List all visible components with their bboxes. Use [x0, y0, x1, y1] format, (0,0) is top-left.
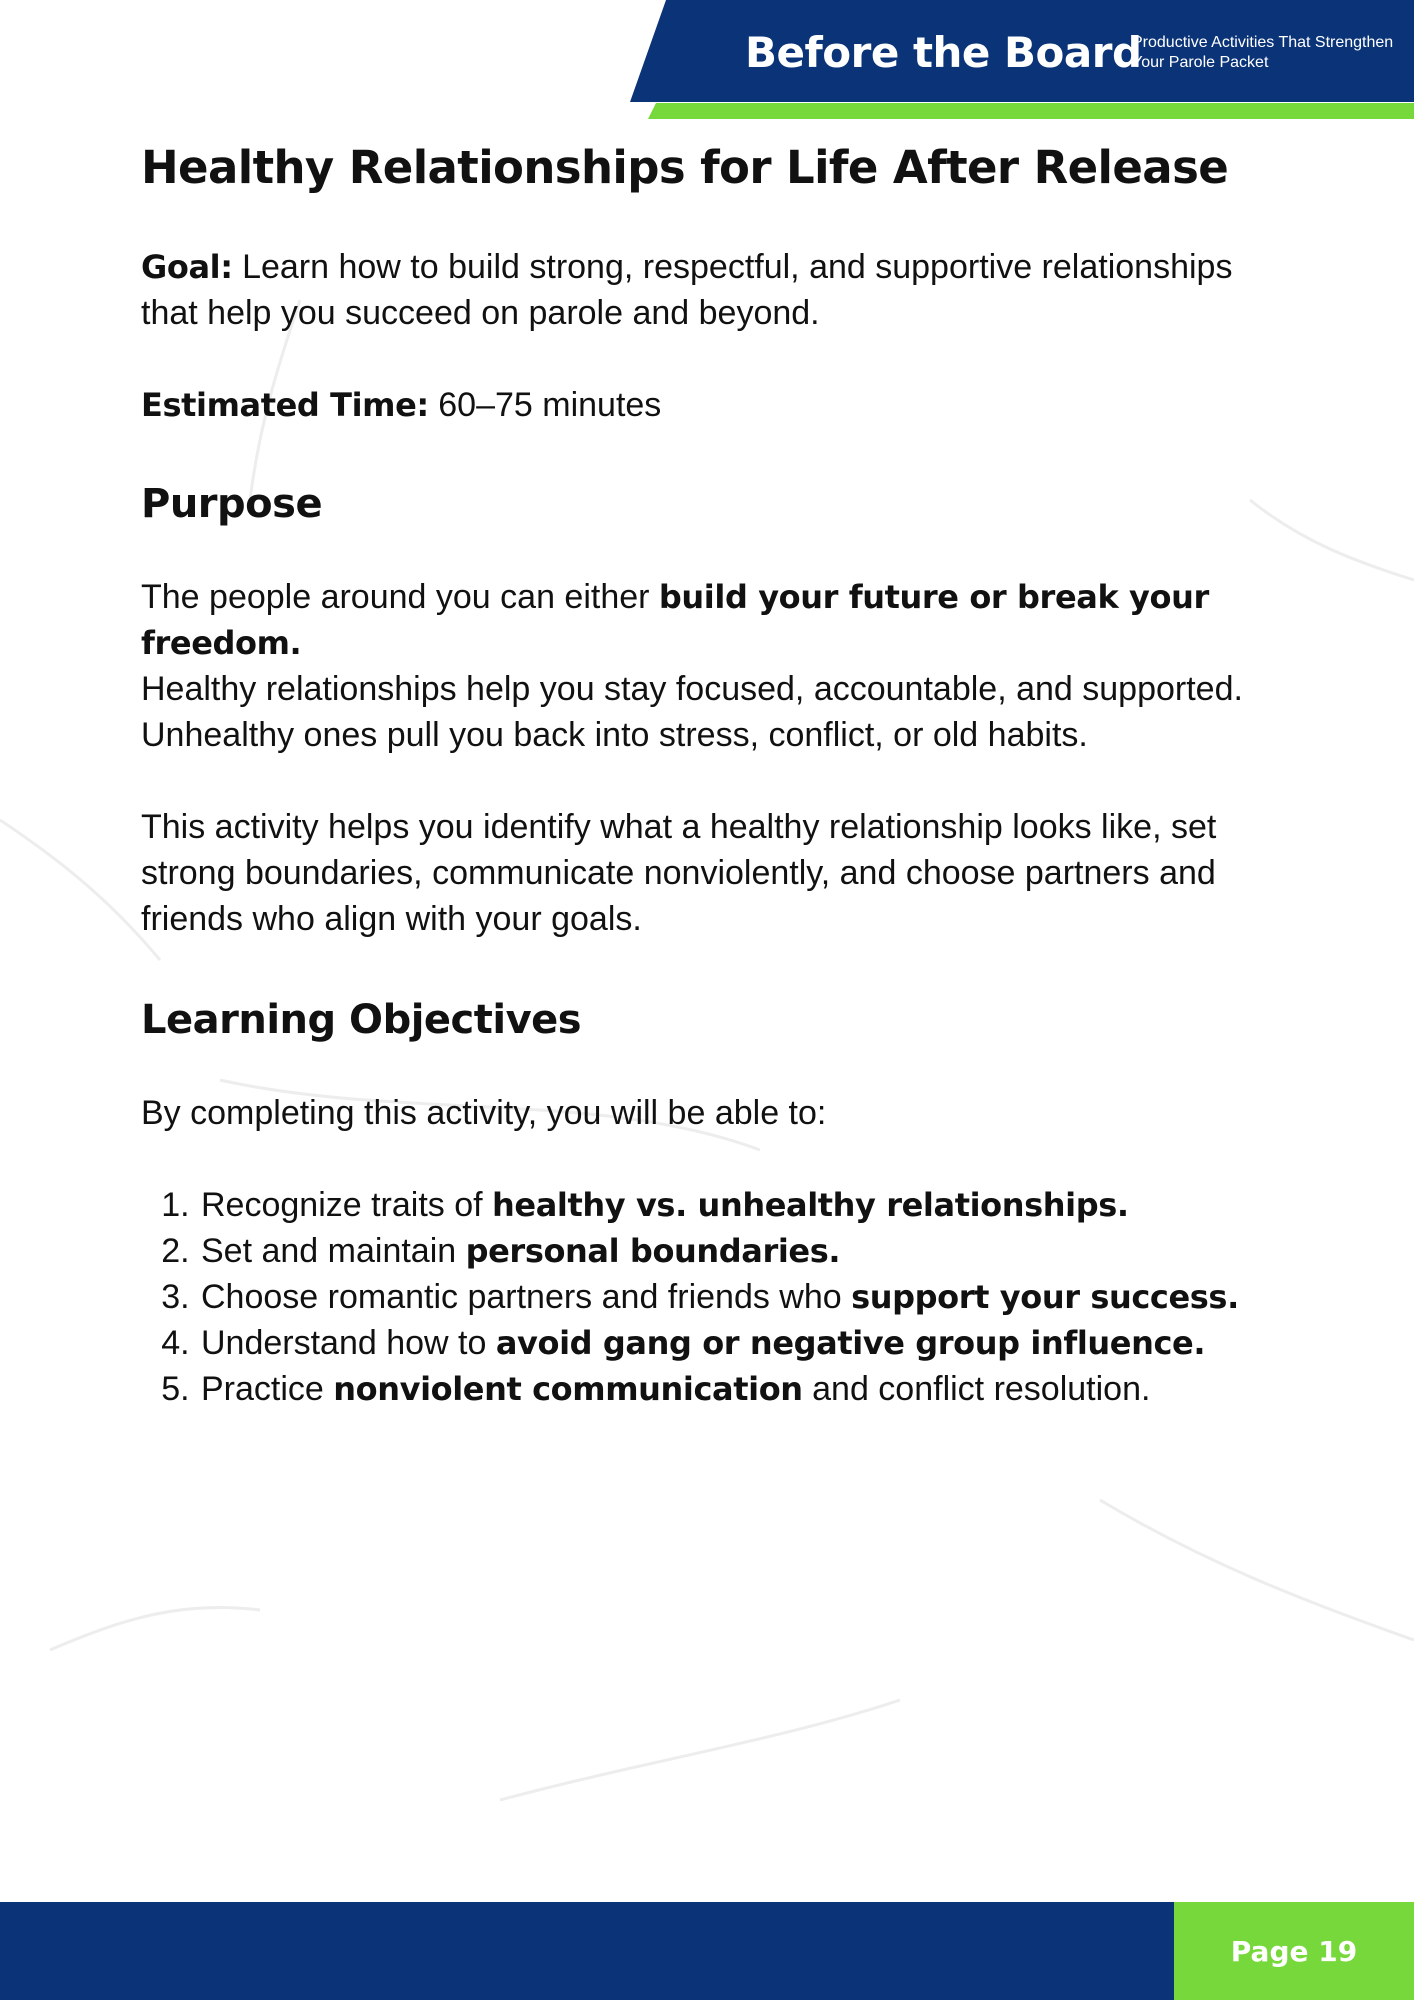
time-label: Estimated Time:: [141, 386, 429, 424]
objectives-heading: Learning Objectives: [141, 997, 582, 1043]
item-text: Set and maintain: [201, 1232, 466, 1270]
goal-paragraph: [141, 244, 1281, 336]
list-item: [199, 1320, 1281, 1366]
objectives-list: [141, 1182, 1281, 1412]
purpose-paragraph-1: [141, 574, 1281, 758]
purpose-emphasis: build your future or break your freedom.: [141, 578, 1209, 662]
purpose-continuation: Healthy relationships help you stay focused, accountable, and supported. Unhealthy ones pull you back into stress, conflict, or old habits.: [141, 670, 1243, 754]
list-item: [199, 1182, 1281, 1228]
goal-text: Learn how to build strong, respectful, and supportive relationships that help you succeed on parole and beyond.: [141, 248, 1233, 332]
item-text: Practice: [201, 1370, 334, 1408]
item-text: Recognize traits of: [201, 1186, 493, 1224]
footer-page-box: [1174, 1902, 1414, 2000]
time-text: 60–75 minutes: [428, 386, 662, 424]
item-emphasis: support your success.: [851, 1278, 1239, 1316]
item-text: Understand how to: [201, 1324, 496, 1362]
purpose-text: The people around you can either: [141, 578, 659, 616]
item-text-after: and conflict resolution.: [802, 1370, 1151, 1408]
purpose-paragraph-2: This activity helps you identify what a healthy relationship looks like, set strong boundaries, communicate nonviolently, and choose partners and friends who align with your goals.: [141, 808, 1217, 938]
item-emphasis: avoid gang or negative group influence.: [495, 1324, 1206, 1362]
item-text: Choose romantic partners and friends who: [201, 1278, 852, 1316]
item-emphasis: healthy vs. unhealthy relationships.: [492, 1186, 1129, 1224]
page-number: Page 19: [1230, 1934, 1358, 1968]
main-content: [141, 130, 1281, 1412]
list-item: [199, 1274, 1281, 1320]
list-item: [199, 1228, 1281, 1274]
list-item: [199, 1366, 1281, 1412]
header-title: Before the Board: [745, 28, 1142, 77]
objectives-intro: By completing this activity, you will be able to:: [141, 1094, 827, 1132]
purpose-heading: Purpose: [141, 481, 323, 527]
item-emphasis: personal boundaries.: [465, 1232, 841, 1270]
header-subtitle: Productive Activities That Strengthen Your Parole Packet: [1132, 34, 1394, 71]
header-accent-bar: [648, 103, 1414, 119]
item-emphasis: nonviolent communication: [333, 1370, 803, 1408]
page-title: Healthy Relationships for Life After Release: [141, 141, 1229, 194]
footer-bar: [0, 1902, 1174, 2000]
estimated-time: [141, 382, 1281, 428]
goal-label: Goal:: [141, 248, 233, 286]
